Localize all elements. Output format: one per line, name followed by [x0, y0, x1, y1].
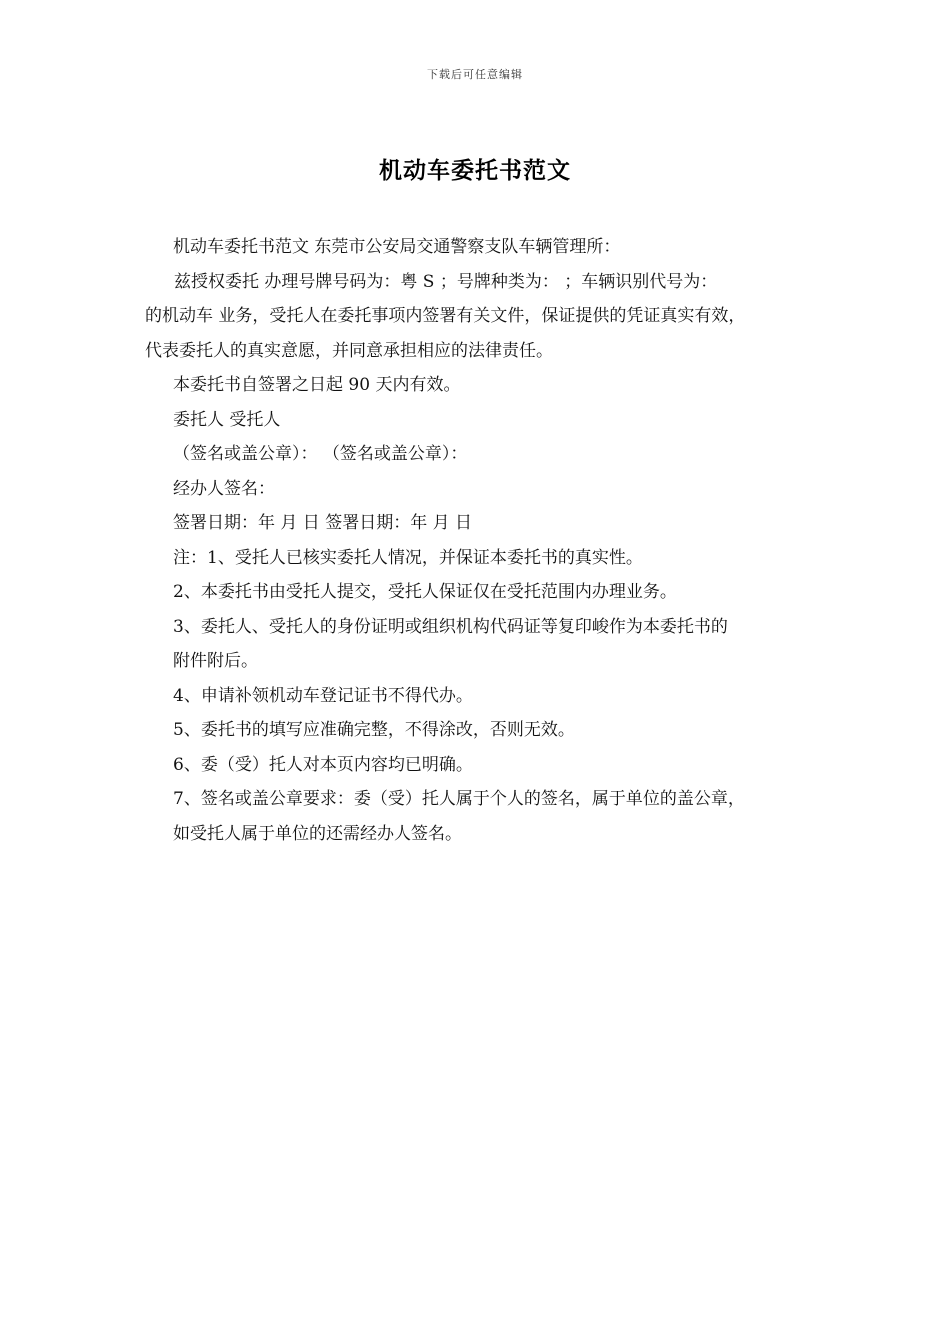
paragraph-line: 本委托书自签署之日起 90 天内有效。 — [173, 375, 461, 395]
note-line: 5、委托书的填写应准确完整，不得涂改，否则无效。 — [173, 720, 575, 740]
paragraph-line: 的机动车 业务，受托人在委托事项内签署有关文件，保证提供的凭证真实有效， — [145, 306, 746, 326]
note-line: 7、签名或盖公章要求：委（受）托人属于个人的签名，属于单位的盖公章， — [173, 789, 745, 809]
paragraph-line: 代表委托人的真实意愿，并同意承担相应的法律责任。 — [145, 340, 553, 361]
document-title: 机动车委托书范文 — [379, 157, 571, 184]
note-line: 2、本委托书由受托人提交，受托人保证仅在受托范围内办理业务。 — [173, 582, 677, 602]
paragraph-line: 兹授权委托 办理号牌号码为：粤 S ；号牌种类为： ；车辆识别代号为： — [174, 271, 718, 292]
header-note: 下载后可任意编辑 — [427, 68, 523, 81]
paragraph-line: 委托人 受托人 — [173, 409, 281, 430]
note-line: 6、委（受）托人对本页内容均已明确。 — [173, 754, 473, 775]
paragraph-line: 签署日期：年 月 日 签署日期：年 月 日 — [173, 513, 473, 533]
paragraph-line: （签名或盖公章）： （签名或盖公章）： — [173, 444, 468, 464]
paragraph-line: 经办人签名： — [173, 478, 275, 499]
note-line: 附件附后。 — [173, 651, 258, 671]
document-body — [145, 230, 830, 851]
paragraph-line: 机动车委托书范文 东莞市公安局交通警察支队车辆管理所： — [173, 237, 621, 257]
note-line: 4、申请补领机动车登记证书不得代办。 — [173, 685, 473, 706]
note-line: 3、委托人、受托人的身份证明或组织机构代码证等复印峻作为本委托书的 — [173, 616, 728, 637]
note-line: 注：1、受托人已核实委托人情况，并保证本委托书的真实性。 — [173, 547, 643, 568]
note-line: 如受托人属于单位的还需经办人签名。 — [173, 823, 462, 844]
